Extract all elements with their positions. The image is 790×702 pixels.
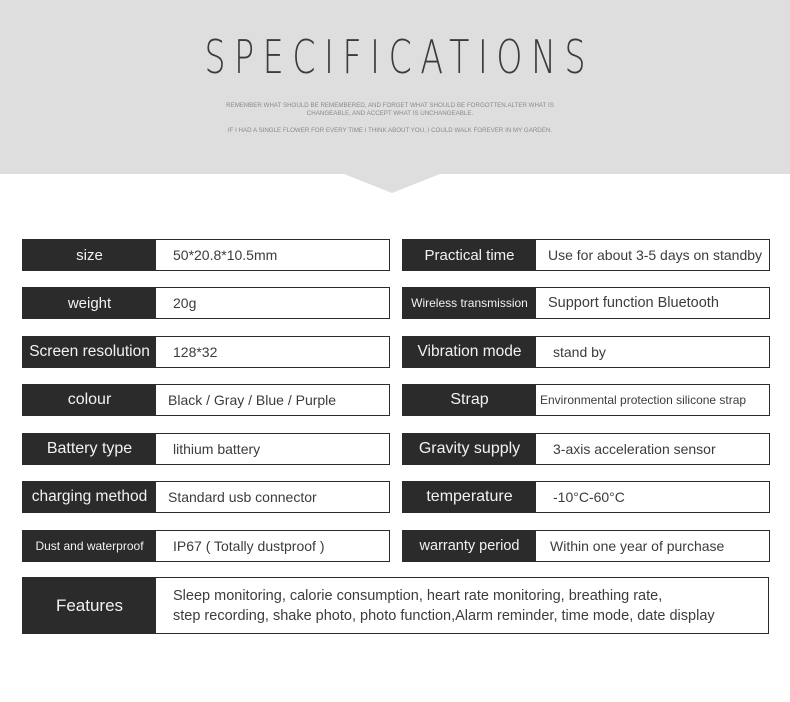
spec-row-features bbox=[22, 577, 769, 634]
spec-label: temperature bbox=[403, 482, 536, 512]
spec-value: IP67 ( Totally dustproof ) bbox=[173, 538, 325, 554]
features-line-2: step recording, shake photo, photo function,Alarm reminder, time mode, date display bbox=[173, 608, 715, 624]
header-subtext-1: REMEMBER WHAT SHOULD BE REMEMBERED, AND FORGET WHAT SHOULD BE FORGOTTEN.ALTER WHAT IS CHANGEABLE, AND ACCEPT WHAT IS UNCHANGEABLE. bbox=[226, 102, 554, 117]
spec-row-size bbox=[22, 239, 390, 271]
header-arrow bbox=[344, 174, 440, 193]
spec-label: Strap bbox=[403, 385, 536, 415]
spec-value: 3-axis acceleration sensor bbox=[553, 441, 716, 457]
spec-label: Vibration mode bbox=[403, 337, 536, 367]
spec-row-warranty-period bbox=[402, 530, 770, 562]
features-line-1: Sleep monitoring, calorie consumption, heart rate monitoring, breathing rate, bbox=[173, 588, 663, 604]
spec-row-wireless-transmission bbox=[402, 287, 770, 319]
header-subtext-2: IF I HAD A SINGLE FLOWER FOR EVERY TIME I THINK ABOUT YOU, I COULD WALK FOREVER IN MY GARDEN. bbox=[227, 127, 553, 134]
spec-label: size bbox=[23, 240, 156, 270]
features-value bbox=[156, 578, 768, 641]
spec-label: warranty period bbox=[403, 531, 536, 561]
header-band bbox=[0, 0, 790, 174]
spec-value: 20g bbox=[173, 295, 197, 311]
spec-value: 50*20.8*10.5mm bbox=[173, 247, 278, 263]
spec-value: Use for about 3-5 days on standby bbox=[548, 247, 763, 263]
spec-row-colour bbox=[22, 384, 390, 416]
spec-value: 128*32 bbox=[173, 344, 218, 360]
spec-label: colour bbox=[23, 385, 156, 415]
spec-value: stand by bbox=[553, 344, 606, 360]
spec-row-dust-waterproof bbox=[22, 530, 390, 562]
spec-row-strap bbox=[402, 384, 770, 416]
spec-label: weight bbox=[23, 288, 156, 318]
spec-value: lithium battery bbox=[173, 441, 261, 457]
spec-row-charging-method bbox=[22, 481, 390, 513]
spec-label: Practical time bbox=[403, 240, 536, 270]
spec-row-temperature bbox=[402, 481, 770, 513]
spec-label: Screen resolution bbox=[23, 337, 156, 367]
spec-label: Dust and waterproof bbox=[23, 531, 156, 561]
spec-value: Within one year of purchase bbox=[550, 538, 725, 554]
spec-label: Battery type bbox=[23, 434, 156, 464]
spec-label: Gravity supply bbox=[403, 434, 536, 464]
spec-label: charging method bbox=[23, 482, 156, 512]
spec-row-gravity-supply bbox=[402, 433, 770, 465]
spec-value: -10°C-60°C bbox=[553, 489, 625, 505]
features-label: Features bbox=[23, 578, 156, 633]
spec-row-vibration-mode bbox=[402, 336, 770, 368]
spec-label: Wireless transmission bbox=[403, 288, 536, 318]
spec-value: Environmental protection silicone strap bbox=[540, 393, 747, 407]
spec-value: Support function Bluetooth bbox=[548, 295, 719, 311]
page-title: SPECIFICATIONS bbox=[204, 30, 595, 84]
spec-row-practical-time bbox=[402, 239, 770, 271]
spec-row-weight bbox=[22, 287, 390, 319]
spec-value: Black / Gray / Blue / Purple bbox=[168, 392, 337, 408]
spec-row-screen-resolution bbox=[22, 336, 390, 368]
spec-value: Standard usb connector bbox=[168, 489, 317, 505]
spec-row-battery-type bbox=[22, 433, 390, 465]
